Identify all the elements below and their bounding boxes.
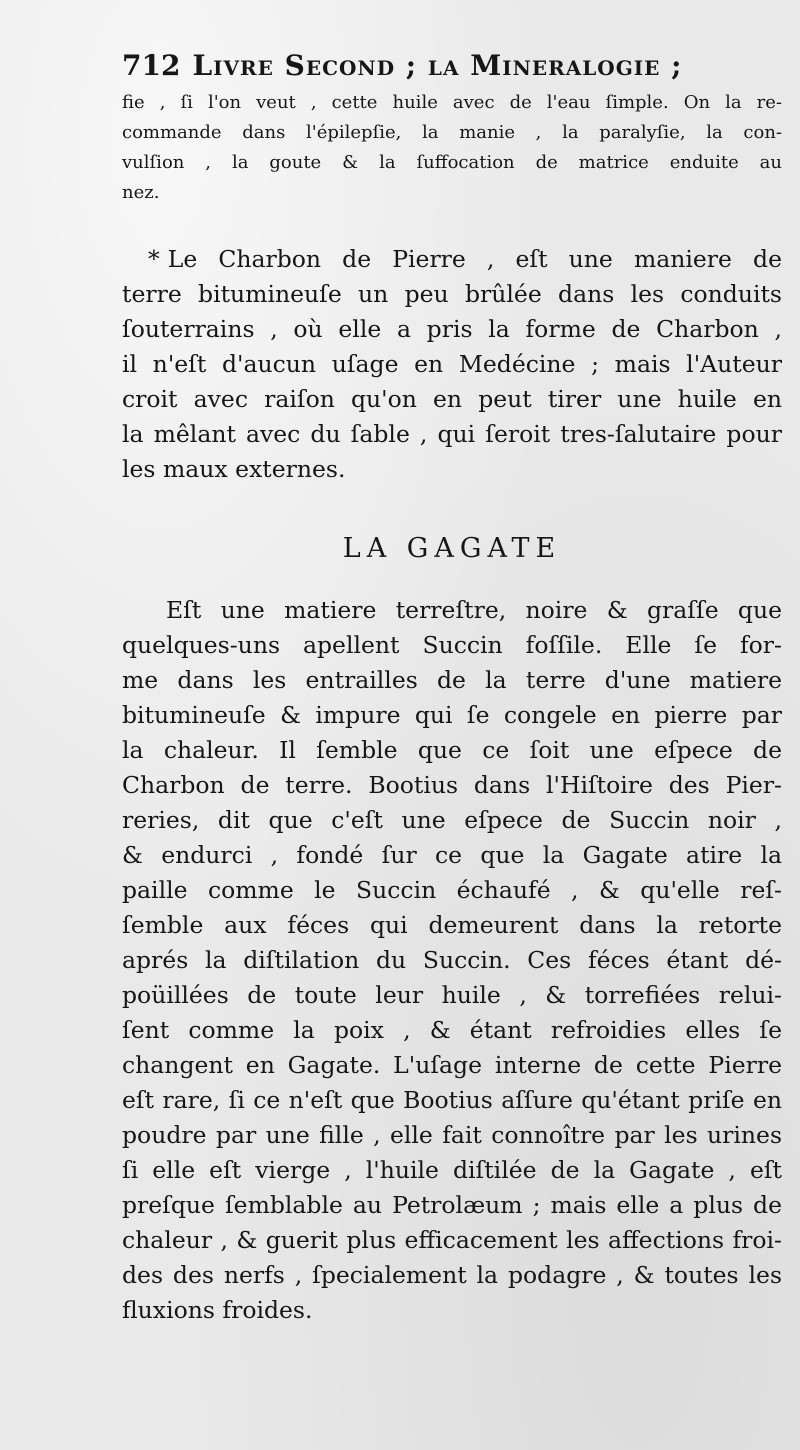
text-line: ſouterrains , où elle a pris la forme de Charbon , [122,315,782,343]
text-line: changent en Gagate. L'uſage interne de cette Pierre [122,1051,782,1079]
text-line: ſi elle eſt vierge , l'huile diſtilée de la Gagate , eſt [122,1156,782,1184]
text-line: fie , ſi l'on veut , cette huile avec de l'eau ſimple. On la re- [122,92,782,113]
text-line: commande dans l'épilepſie, la manie , la paralyſie, la con- [122,122,782,143]
text-line: aprés la diſtilation du Succin. Ces féces étant dé- [122,946,782,974]
text-line: la chaleur. Il ſemble que ce ſoit une eſpece de [122,736,782,764]
text-line-content: Eſt une matiere terreſtre, noire & graſſe que [166,596,782,624]
text-line: ſemble aux féces qui demeurent dans la retorte [122,911,782,939]
section-heading: LA GAGATE [342,533,562,564]
text-line: vulſion , la goute & la ſuffocation de matrice enduite au [122,152,782,173]
running-title: Livre Second ; la Mineralogie ; [192,49,683,82]
text-line: paille comme le Succin échaufé , & qu'elle reſ- [122,876,782,904]
text-line: les maux externes. [122,455,346,483]
text-line: preſque ſemblable au Petrolæum ; mais elle a plus de [122,1191,782,1219]
text-line: Charbon de terre. Bootius dans l'Hiſtoire des Pier- [122,771,782,799]
text-line: eſt rare, ſi ce n'eſt que Bootius aſſure qu'étant priſe en [122,1086,782,1114]
text-line: nez. [122,182,160,203]
running-head [122,44,782,88]
gagate-paragraph [122,593,782,1328]
text-line: il n'eſt d'aucun uſage en Medécine ; mais l'Auteur [122,350,782,378]
text-line: terre bitumineuſe un peu brûlée dans les conduits [122,280,782,308]
text-line: reries, dit que c'eſt une eſpece de Succin noir , [122,806,782,834]
text-line: fluxions froides. [122,1296,313,1324]
coal-paragraph [122,242,782,487]
text-line: poudre par une fille , elle fait connoître par les urines [122,1121,782,1149]
text-line [122,593,782,628]
opening-paragraph [122,88,782,208]
page-bottom-margin [122,1328,782,1448]
text-line-content: Le Charbon de Pierre , eſt une maniere de [167,245,782,273]
text-line [122,242,782,277]
text-line: ſent comme la poix , & étant refroidies elles ſe [122,1016,782,1044]
text-line: poüillées de toute leur huile , & torrefiées relui- [122,981,782,1009]
text-line: & endurci , fondé ſur ce que la Gagate atire la [122,841,782,869]
text-line: croit avec raiſon qu'on en peut tirer une huile en [122,385,782,413]
text-line: me dans les entrailles de la terre d'une matiere [122,666,782,694]
text-line: des des nerfs , ſpecialement la podagre , & toutes les [122,1261,782,1289]
asterisk-marker: * [148,245,160,273]
page-number: 712 [122,49,181,82]
text-line: chaleur , & guerit plus efficacement les affections froi- [122,1226,782,1254]
page-content [122,44,782,1448]
text-line: bitumineuſe & impure qui ſe congele en pierre par [122,701,782,729]
text-line: la mêlant avec du ſable , qui ſeroit tres-ſalutaire pour [122,420,782,448]
text-line: quelques-uns apellent Succin foſſile. Elle ſe for- [122,631,782,659]
